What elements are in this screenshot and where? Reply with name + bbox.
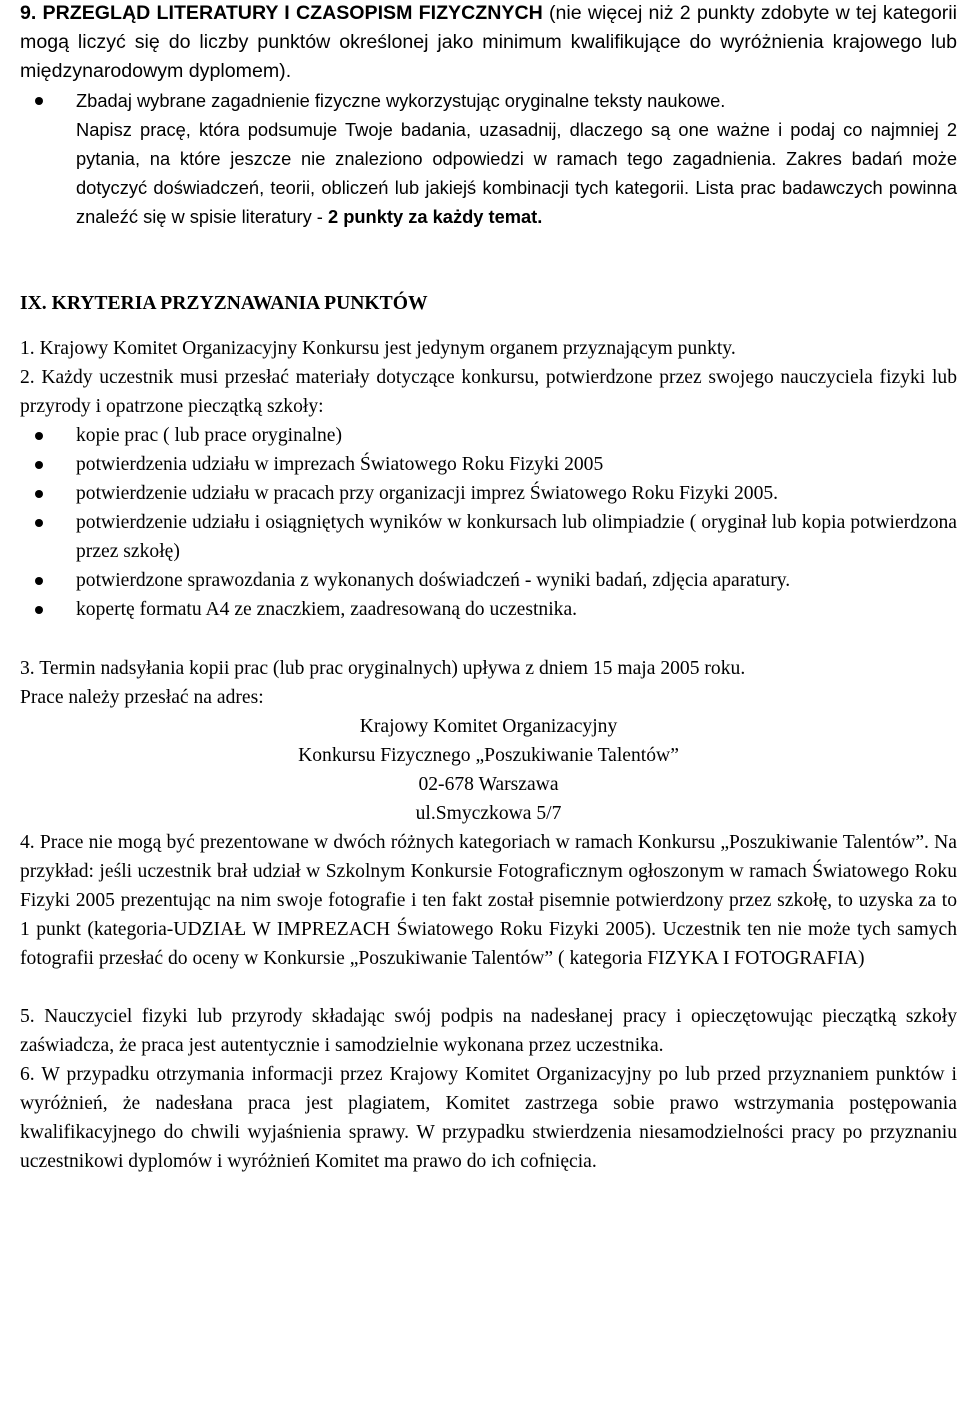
section-ix-item-5: 5. Nauczyciel fizyki lub przyrody składając swój podpis na nadesłanej pracy i opieczętowując pieczątką szkoły zaświadcza, że praca jest autentycznie i samodzielnie wykonana przez uczestnika. (20, 1006, 957, 1056)
section-9-points: 2 punkty za każdy temat. (327, 206, 543, 227)
section-9-intro-text: (nie więcej niż 2 punkty zdobyte w tej kategorii mogą liczyć się do liczby punktów określonej jako minimum kwalifikujące do wyróżnienia krajowego lub międzynarodowym dyplomem). (20, 2, 957, 82)
address-line: 02-678 Warszawa (418, 774, 559, 795)
section-ix-item-2: 2. Każdy uczestnik musi przesłać materiały dotyczące konkursu, potwierdzone przez swojego nauczyciela fizyki lub przyrody i opatrzone pieczątką szkoły: (20, 367, 957, 417)
spacer (20, 973, 957, 1002)
spacer (20, 231, 957, 289)
section-ix-item-1: 1. Krajowy Komitet Organizacyjny Konkursu jest jedynym organem przyznającym punkty. (20, 338, 736, 359)
section-9-bullet (20, 86, 957, 231)
bullet-dot-icon (35, 606, 43, 614)
section-9-body-text: Napisz pracę, która podsumuje Twoje badania, uzasadnij, dlaczego są one ważne i podaj co najmniej 2 pytania, na które jeszcze nie znaleziono odpowiedzi w ramach tego zagadnienia. Zakres badań może dotyczyć doświadczeń, teorii, obliczeń lub jakiejś kombinacji tych kategorii. Lista prac badawczych powinna znaleźć się w spisie literatury - (76, 119, 957, 227)
bullet-dot-icon (35, 461, 43, 469)
section-ix-item-3: 3. Termin nadsyłania kopii prac (lub prac oryginalnych) upływa z dniem 15 maja 2005 roku. (20, 658, 746, 679)
bullet-dot-icon (35, 577, 43, 585)
spacer (20, 624, 957, 654)
section-9-body (76, 115, 957, 231)
section-9-bullet-text: Zbadaj wybrane zagadnienie fizyczne wykorzystując oryginalne teksty naukowe. (76, 90, 726, 111)
address-line: Krajowy Komitet Organizacyjny (359, 716, 618, 737)
list-item (20, 566, 957, 595)
list-item-text: potwierdzone sprawozdania z wykonanych doświadczeń - wyniki badań, zdjęcia aparatury. (76, 570, 791, 591)
section-9-title: 9. PRZEGLĄD LITERATURY I CZASOPISM FIZYCZNYCH (20, 2, 543, 24)
list-item (20, 421, 957, 450)
address-line: Konkursu Fizycznego „Poszukiwanie Talentów” (298, 745, 679, 766)
address-intro: Prace należy przesłać na adres: (20, 687, 264, 708)
list-item-text: potwierdzenie udziału w pracach przy organizacji imprez Światowego Roku Fizyki 2005. (76, 483, 779, 504)
bullet-dot-icon (35, 97, 43, 105)
list-item (20, 479, 957, 508)
section-ix-heading: IX. KRYTERIA PRZYZNAWANIA PUNKTÓW (20, 293, 428, 314)
list-item-text: potwierdzenie udziału i osiągniętych wyników w konkursach lub olimpiadzie ( oryginał lub kopia potwierdzona przez szkołę) (76, 512, 957, 562)
list-item (20, 508, 957, 566)
list-item (20, 450, 957, 479)
document-page (20, 0, 957, 1176)
section-ix-item-4: 4. Prace nie mogą być prezentowane w dwóch różnych kategoriach w ramach Konkursu „Poszukiwanie Talentów”. Na przykład: jeśli uczestnik brał udział w Szkolnym Konkursie Fotograficznym ogłoszonym w ramach Światowego Roku Fizyki 2005 prezentując na nim swoje fotografie i ten fakt został pisemnie potwierdzony przez szkołę, to uzyska za to 1 punkt (kategoria-UDZIAŁ W IMPREZACH Światowego Roku Fizyki 2005). Uczestnik ten nie może tych samych fotografii przesłać do oceny w Konkursie „Poszukiwanie Talentów” ( kategoria FIZYKA I FOTOGRAFIA) (20, 832, 957, 969)
list-item-text: kopertę formatu A4 ze znaczkiem, zaadresowaną do uczestnika. (76, 599, 578, 620)
list-item-text: kopie prac ( lub prace oryginalne) (76, 425, 343, 446)
bullet-dot-icon (35, 490, 43, 498)
bullet-dot-icon (35, 519, 43, 527)
spacer (20, 318, 957, 334)
section-ix-item-6: 6. W przypadku otrzymania informacji przez Krajowy Komitet Organizacyjny po lub przed przyznaniem punktów i wyróżnień, że nadesłana praca jest plagiatem, Komitet zastrzega sobie prawo wstrzymania postępowania kwalifikacyjnego do chwili wyjaśnienia sprawy. W przypadku stwierdzenia niesamodzielności pracy po przyznaniu uczestnikowi dyplomów i wyróżnień Komitet ma prawo do ich cofnięcia. (20, 1064, 957, 1172)
section-9-intro (20, 0, 957, 86)
bullet-dot-icon (35, 432, 43, 440)
address-line: ul.Smyczkowa 5/7 (415, 803, 562, 824)
list-item-text: potwierdzenia udziału w imprezach Światowego Roku Fizyki 2005 (76, 454, 604, 475)
list-item (20, 595, 957, 624)
